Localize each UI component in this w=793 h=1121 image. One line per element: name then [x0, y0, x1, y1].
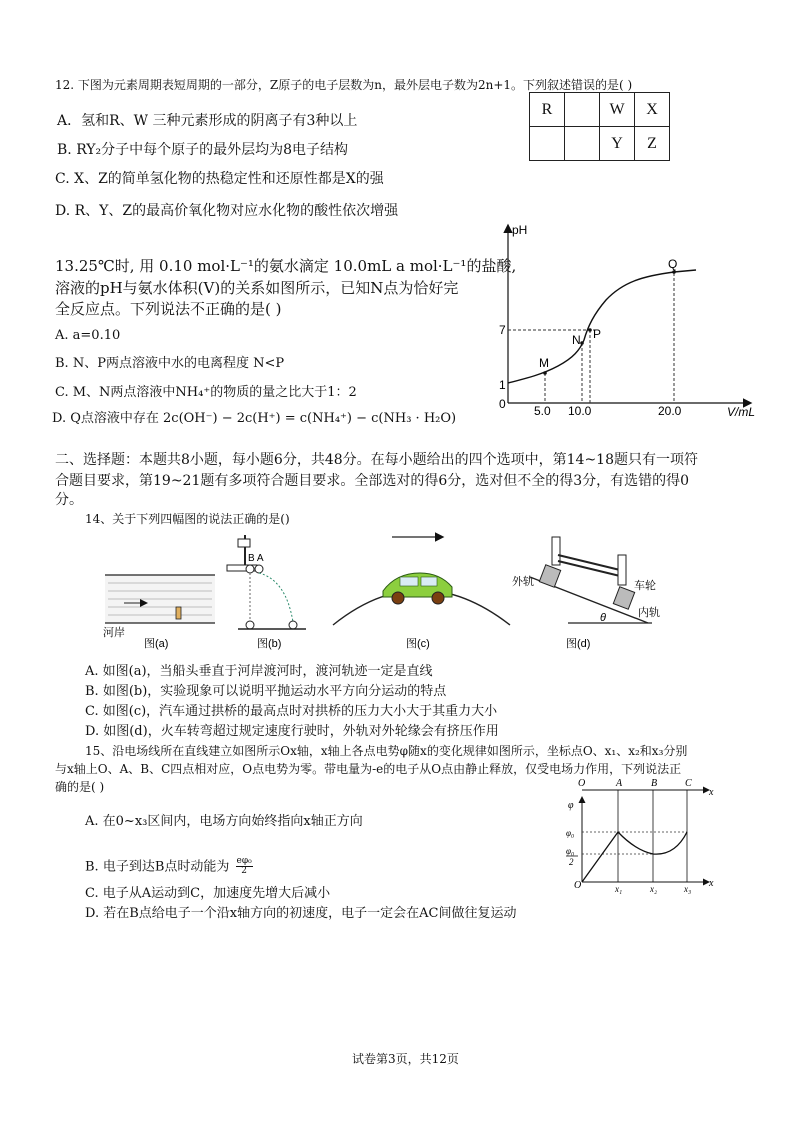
label-p: P — [593, 327, 602, 341]
fig-d-outer-rail-label: 外轨 — [512, 576, 534, 588]
q15-option-b — [85, 857, 253, 877]
q14-stem: 14、关于下列四幅图的说法正确的是() — [85, 512, 290, 526]
q12-stem: 12. 下图为元素周期表短周期的一部分，Z原子的电子层数为n，最外层电子数为2n+1。下列叙述错误的是( ) — [55, 78, 633, 92]
cell-r: R — [530, 93, 565, 127]
label-b: B — [651, 778, 658, 789]
fraction-denominator: 2 — [241, 866, 247, 877]
q12-option-a: A．氢和R、W 三种元素形成的阴离子有3种以上 — [57, 113, 358, 129]
phi-label: φ — [568, 800, 574, 811]
fig-d-wheel-label: 车轮 — [634, 580, 656, 592]
label-o-top: O — [578, 778, 586, 789]
q13-stem-line3: 全反应点。下列说法不正确的是( ) — [55, 300, 282, 318]
ph-axis-label: pH — [512, 223, 528, 237]
section2-line3: 分。 — [55, 492, 83, 508]
fig-b-caption: 图(b) — [257, 638, 282, 650]
q15-option-b-text: B. 电子到达B点时动能为 — [85, 859, 230, 875]
q15-stem-line1: 15、沿电场线所在直线建立如图所示Ox轴，x轴上各点电势φ随x的变化规律如图所示，坐标点O、x₁、x₂和x₃分别 — [85, 744, 688, 758]
tick-x3: x₃ — [684, 884, 692, 894]
q14-option-d: D. 如图(d)，火车转弯超过规定速度行驶时，外轨对外轮缘会有挤压作用 — [85, 724, 499, 739]
fig-d-caption: 图(d) — [566, 638, 591, 650]
point-p — [588, 328, 592, 332]
label-x-bottom: x — [709, 878, 714, 889]
label-q: Q — [668, 257, 678, 271]
ytick-1: 1 — [499, 378, 506, 392]
origin-label: 0 — [499, 397, 506, 411]
q15-option-a: A. 在0~x₃区间内，电场方向始终指向x轴正方向 — [85, 814, 363, 829]
fig-d-inner-rail-label: 内轨 — [638, 607, 660, 619]
label-c: C — [685, 778, 692, 789]
fraction-numerator: eφ₀ — [236, 856, 252, 866]
cell-empty — [565, 127, 600, 161]
volume-axis-label: V/mL — [727, 405, 756, 418]
xtick-5: 5.0 — [534, 404, 551, 418]
q15-option-b-fraction — [236, 857, 253, 877]
ytick-7: 7 — [499, 323, 506, 337]
half-phi0-denominator: 2 — [569, 857, 574, 867]
q13-option-d: D. Q点溶液中存在 2c(OH⁻) − 2c(H⁺) = c(NH₄⁺) − c(NH₃ · H₂O) — [52, 411, 457, 426]
periodic-table-fragment — [529, 92, 670, 161]
q13-option-b: B. N、P两点溶液中水的电离程度 N<P — [55, 356, 285, 371]
fig-d-theta: θ — [600, 612, 606, 624]
q12-option-c: C. X、Z的简单氢化物的热稳定性和还原性都是X的强 — [55, 171, 384, 187]
page-footer: 试卷第3页，共12页 — [352, 1052, 459, 1066]
phi0-label: φ₀ — [566, 828, 575, 838]
fig-c-bridge — [333, 537, 510, 650]
fig-a-shore-label: 河岸 — [103, 627, 125, 639]
q15-option-c: C. 电子从A运动到C，加速度先增大后减小 — [85, 886, 331, 901]
potential-curve — [582, 832, 687, 882]
q12-option-b: B. RY₂分子中每个原子的最外层均为8电子结构 — [57, 142, 349, 158]
q14-figures — [100, 525, 660, 655]
cell-x: X — [635, 93, 670, 127]
section2-line1: 二、选择题：本题共8小题，每小题6分，共48分。在每小题给出的四个选项中，第14~18题只有一项符 — [55, 452, 698, 468]
ph-curve — [508, 270, 696, 383]
q15-stem-line2: 与x轴上O、A、B、C四点相对应，O点电势为零。带电量为-e的电子从O点由静止释放，仅受电场力作用，下列说法正 — [55, 762, 682, 776]
q14-option-b: B. 如图(b)，实验现象可以说明平抛运动水平方向分运动的特点 — [85, 684, 447, 699]
fig-c-caption: 图(c) — [406, 638, 430, 650]
q14-option-a: A. 如图(a)，当船头垂直于河岸渡河时，渡河轨迹一定是直线 — [85, 664, 433, 679]
xtick-10: 10.0 — [568, 404, 592, 418]
label-a: A — [616, 778, 623, 789]
origin-o: O — [574, 880, 582, 891]
cell-z: Z — [635, 127, 670, 161]
label-m: M — [539, 356, 549, 370]
titration-curve — [488, 218, 758, 418]
fig-b-ball-labels: B A — [248, 553, 264, 564]
cell-empty — [565, 93, 600, 127]
q14-option-c: C. 如图(c)，汽车通过拱桥的最高点时对拱桥的压力大小大于其重力大小 — [85, 704, 498, 719]
section2-line2: 合题目要求，第19~21题有多项符合题目要求。全部选对的得6分，选对但不全的得3分，有选错的得0 — [55, 473, 690, 489]
q13-option-c: C. M、N两点溶液中NH₄⁺的物质的量之比大于1：2 — [55, 385, 357, 400]
q13-stem-line2: 溶液的pH与氨水体积(V)的关系如图所示，已知N点为恰好完 — [55, 279, 459, 297]
fig-d-rails — [512, 537, 660, 650]
q15-option-d: D. 若在B点给电子一个沿x轴方向的初速度，电子一定会在AC间做往复运动 — [85, 906, 517, 921]
potential-graph — [560, 778, 720, 894]
cell-y: Y — [600, 127, 635, 161]
fig-a-river — [103, 575, 215, 650]
half-phi0-numerator: φ₀ — [566, 846, 575, 856]
cell-empty — [530, 127, 565, 161]
q12-option-d: D. R、Y、Z的最高价氧化物对应水化物的酸性依次增强 — [55, 203, 399, 219]
tick-x2: x₂ — [650, 884, 658, 894]
tick-x1: x₁ — [615, 884, 623, 894]
fig-b-apparatus — [227, 535, 306, 650]
xtick-20: 20.0 — [658, 404, 682, 418]
point-m — [543, 371, 547, 375]
label-n: N — [572, 333, 581, 347]
label-x-top: x — [709, 787, 714, 798]
fig-a-caption: 图(a) — [144, 638, 169, 650]
q15-stem-line3: 确的是( ) — [55, 780, 105, 794]
q13-option-a: A. a=0.10 — [55, 328, 121, 343]
boat-icon — [176, 607, 181, 619]
point-n — [580, 341, 584, 345]
cell-w: W — [600, 93, 635, 127]
q13-stem-line1: 13.25℃时, 用 0.10 mol·L⁻¹的氨水滴定 10.0mL a mol·L⁻¹的盐酸, — [55, 257, 517, 275]
